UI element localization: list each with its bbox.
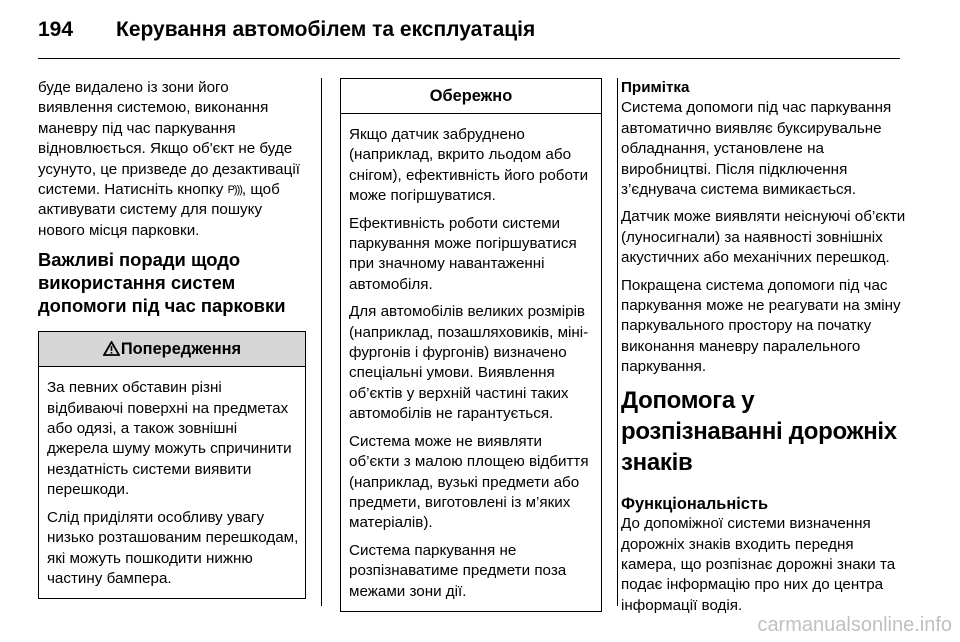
warning-box xyxy=(38,331,306,599)
column-divider-2 xyxy=(617,78,618,606)
note-title: Примітка xyxy=(621,79,690,96)
watermark: carmanualsonline.info xyxy=(757,614,952,636)
chapter-title: Керування автомобілем та експлуатація xyxy=(116,18,536,41)
parking-assist-button-icon: P))) xyxy=(227,184,242,197)
intro-text-1: буде видалено із зони його виявлення системою, виконання маневру під час паркування відновлюється. Якщо об'єкт не буде усунуто, це призведе до дезактивації системи. Натисніть кнопку xyxy=(38,79,300,199)
warning-triangle-icon xyxy=(103,341,120,356)
warning-box-title: Попередження xyxy=(120,340,242,359)
header-rule xyxy=(38,58,900,59)
note-paragraph: Датчик може виявляти неіснуючі об’єкти (луносигнали) за наявності зовнішніх акустичних або механічних перешкод. xyxy=(621,208,906,267)
caution-paragraph: Для автомобілів великих розмірів (наприклад, позашляховиків, міні-фургонів і фургонів) визначено спеціальні умови. Виявлення об’єктів у верхній частині таких автомобілів не гарантується. xyxy=(349,303,589,423)
warning-box-body xyxy=(39,367,305,598)
intro-text-2: , щоб активувати систему для пошуку нового місця парковки. xyxy=(38,181,280,239)
section-heading-traffic-sign-assist: Допомога у розпізнаванні дорожніх знаків xyxy=(621,386,897,476)
column-divider-1 xyxy=(321,78,322,606)
warning-paragraph: Слід приділяти особливу увагу низько розташованим перешкодам, які можуть пошкодити нижню частину бампера. xyxy=(47,508,299,587)
intro-paragraph xyxy=(38,78,306,241)
subsection-heading-functionality: Функціональність xyxy=(621,494,769,513)
warning-box-header xyxy=(39,332,305,367)
caution-box xyxy=(340,78,602,612)
caution-paragraph: Система може не виявляти об’єкти з малою площею відбиття (наприклад, вузькі предмети або предмети, виготовлені із м’яких матеріалів). xyxy=(349,432,589,532)
caution-paragraph: Ефективність роботи системи паркування може погіршуватися при значному навантаженні автомобіля. xyxy=(349,214,577,293)
note-paragraph: Покращена система допомоги під час паркування може не реагувати на зміну паркувального простору на початку виконання маневру паралельного паркування. xyxy=(621,276,901,376)
caution-box-body xyxy=(341,114,601,611)
caution-box-header: Обережно xyxy=(341,79,601,114)
column-right xyxy=(621,78,906,623)
column-middle xyxy=(340,78,602,612)
note-paragraph: Система допомоги під час паркування автоматично виявляє буксирувальне обладнання, установлене на виробництві. Після підключення з’єднувача система вимикається. xyxy=(621,99,892,199)
section-heading-parking-tips: Важливі поради щодо використання систем допомоги під час парковки xyxy=(38,249,286,317)
column-left xyxy=(38,78,306,599)
body-paragraph: До допоміжної системи визначення дорожніх знаків входить передня камера, що розпізнає дорожні знаки та подає інформацію про них до центра інформації водія. xyxy=(621,515,896,614)
warning-paragraph: За певних обставин різні відбиваючі поверхні на предметах або одязі, а також зовнішні джерела шуму можуть спричинити нездатність системи виявити перешкоди. xyxy=(47,379,292,499)
caution-paragraph: Система паркування не розпізнаватиме предмети поза межами зони дії. xyxy=(349,541,567,600)
page-number: 194 xyxy=(38,18,74,41)
caution-paragraph: Якщо датчик забруднено (наприклад, вкрито льодом або снігом), ефективність його роботи може погіршуватися. xyxy=(349,126,589,205)
